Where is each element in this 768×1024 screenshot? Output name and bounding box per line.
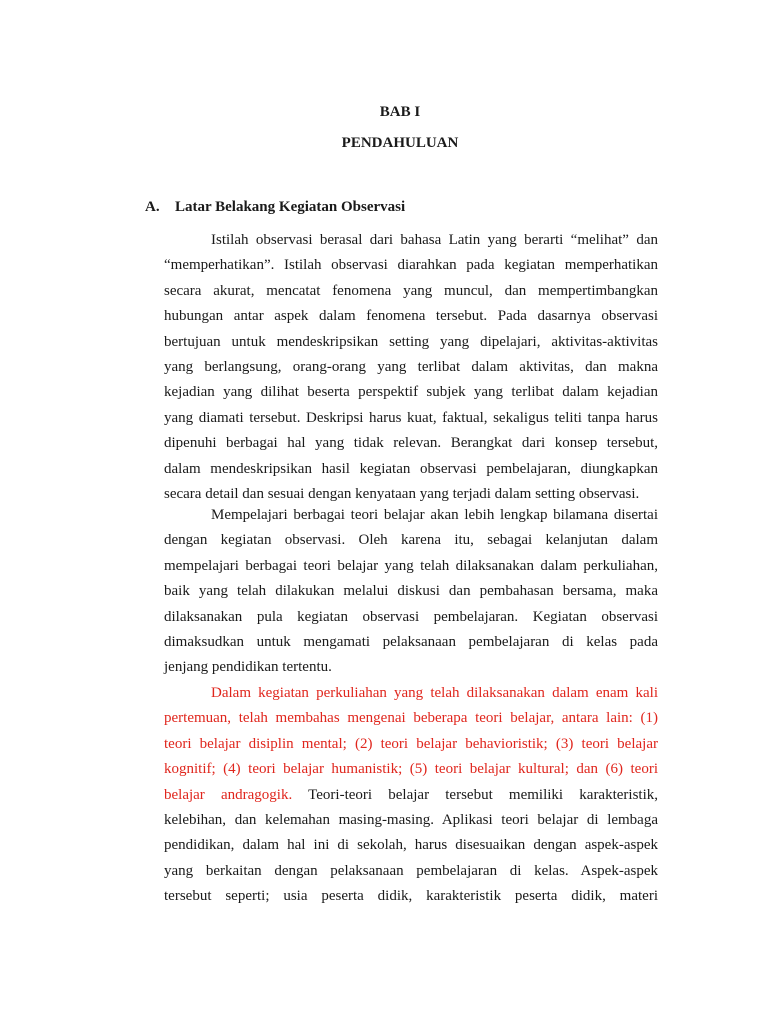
paragraph-line: hubungan antar aspek dalam fenomena tersebut. Pada dasarnya observasi — [164, 308, 658, 325]
paragraph-line: mempelajari berbagai teori belajar yang telah dilaksanakan dalam perkuliahan, — [164, 557, 658, 574]
paragraph-line: dilaksanakan pula kegiatan observasi pembelajaran. Kegiatan observasi — [164, 608, 658, 625]
highlighted-line: kognitif; (4) teori belajar humanistik; (5) teori belajar kultural; dan (6) teori — [164, 761, 658, 778]
paragraph-line: pendidikan, dalam hal ini di sekolah, harus disesuaikan dengan aspek-aspek — [164, 837, 658, 854]
chapter-title: PENDAHULUAN — [341, 135, 459, 151]
paragraph-line: “memperhatikan”. Istilah observasi diarahkan pada kegiatan memperhatikan — [164, 257, 658, 274]
paragraph-line: Istilah observasi berasal dari bahasa Latin yang berarti “melihat” dan — [211, 232, 658, 248]
paragraph-line: dimaksudkan untuk mengamati pelaksanaan pembelajaran di kelas pada — [164, 633, 658, 650]
paragraph-line: kelebihan, dan kelemahan masing-masing. Aplikasi teori belajar di lembaga — [164, 811, 658, 828]
paragraph-line: yang berlangsung, orang-orang yang terlibat dalam aktivitas, dan makna — [164, 358, 658, 375]
paragraph-line: dengan kegiatan observasi. Oleh karena itu, sebagai kelanjutan dalam — [164, 532, 658, 549]
paragraph-line: dalam mendeskripsikan hasil kegiatan observasi pembelajaran, diungkapkan — [164, 460, 658, 477]
highlighted-text: belajar andragogik. — [164, 786, 293, 803]
paragraph-line: yang diamati tersebut. Deskripsi harus kuat, faktual, sekaligus teliti tanpa harus — [164, 409, 658, 426]
paragraph-line: baik yang telah dilakukan melalui diskusi dan pembahasan bersama, maka — [164, 583, 658, 600]
chapter-number: BAB I — [379, 104, 421, 120]
paragraph-line: Mempelajari berbagai teori belajar akan lebih lengkap bilamana disertai — [211, 507, 658, 523]
highlighted-line: Dalam kegiatan perkuliahan yang telah dilaksanakan dalam enam kali — [211, 685, 658, 701]
paragraph-3 — [164, 681, 658, 910]
paragraph-line: tersebut seperti; usia peserta didik, karakteristik peserta didik, materi — [164, 888, 658, 905]
paragraph-line: kejadian yang dilihat beserta perspektif subjek yang terlibat dalam kejadian — [164, 384, 658, 401]
highlighted-line: teori belajar disiplin mental; (2) teori belajar behavioristik; (3) teori belajar — [164, 735, 658, 752]
paragraph-line: bertujuan untuk mendeskripsikan setting yang dipelajari, aktivitas-aktivitas — [164, 333, 658, 350]
paragraph-2 — [164, 503, 658, 681]
plain-text: Teori-teori belajar tersebut memiliki karakteristik, — [292, 786, 659, 803]
paragraph-line: jenjang pendidikan tertentu. — [164, 659, 332, 676]
paragraph-1 — [164, 228, 658, 507]
mixed-line — [164, 783, 658, 808]
section-heading — [145, 199, 405, 216]
section-letter: A. — [145, 199, 160, 215]
paragraph-line: yang berkaitan dengan pelaksanaan pembelajaran di kelas. Aspek-aspek — [164, 862, 658, 879]
paragraph-line: secara akurat, mencatat fenomena yang muncul, dan mempertimbangkan — [164, 282, 658, 299]
highlighted-line: pertemuan, telah membahas mengenai beberapa teori belajar, antara lain: (1) — [164, 710, 658, 727]
paragraph-line: secara detail dan sesuai dengan kenyataan yang terjadi dalam setting observasi. — [164, 485, 640, 502]
section-title: Latar Belakang Kegiatan Observasi — [175, 199, 406, 215]
paragraph-line: dipenuhi berbagai hal yang tidak relevan. Berangkat dari konsep tersebut, — [164, 435, 658, 452]
